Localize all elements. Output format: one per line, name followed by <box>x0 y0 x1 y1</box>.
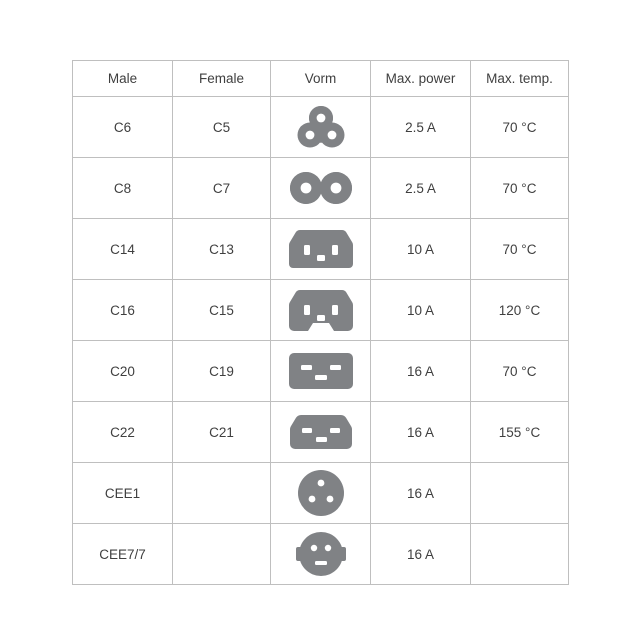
iec-c19-icon <box>271 341 370 401</box>
cell-shape <box>271 341 371 402</box>
column-header-male: Male <box>73 61 173 97</box>
table-row <box>73 524 569 585</box>
table-row <box>73 158 569 219</box>
cell-power: 16 A <box>371 463 471 524</box>
connector-table-container <box>72 60 568 575</box>
cell-female: C21 <box>173 402 271 463</box>
connector-table <box>72 60 569 585</box>
cell-shape <box>271 402 371 463</box>
cell-female: C15 <box>173 280 271 341</box>
cell-shape <box>271 97 371 158</box>
cell-female: C7 <box>173 158 271 219</box>
table-row <box>73 219 569 280</box>
cell-female <box>173 463 271 524</box>
table-header-row <box>73 61 569 97</box>
figure8-c7-icon <box>271 158 370 218</box>
cell-shape <box>271 463 371 524</box>
cell-temp <box>471 524 569 585</box>
table-row <box>73 463 569 524</box>
column-header-vorm: Vorm <box>271 61 371 97</box>
cell-power: 16 A <box>371 341 471 402</box>
cell-female: C13 <box>173 219 271 280</box>
cloverleaf-c5-icon <box>271 97 370 157</box>
cell-male: CEE7/7 <box>73 524 173 585</box>
cell-shape <box>271 219 371 280</box>
table-row <box>73 402 569 463</box>
cell-power: 10 A <box>371 280 471 341</box>
column-header-power: Max. power <box>371 61 471 97</box>
cell-male: C14 <box>73 219 173 280</box>
iec-c15-icon <box>271 280 370 340</box>
cell-power: 16 A <box>371 402 471 463</box>
table-row <box>73 97 569 158</box>
cell-male: C20 <box>73 341 173 402</box>
cell-power: 16 A <box>371 524 471 585</box>
cell-male: C16 <box>73 280 173 341</box>
iec-c21-icon <box>271 402 370 462</box>
table-body <box>73 97 569 585</box>
table-header <box>73 61 569 97</box>
cell-power: 2.5 A <box>371 97 471 158</box>
cell-temp: 120 °C <box>471 280 569 341</box>
cee1-round-icon <box>271 463 370 523</box>
cell-temp: 155 °C <box>471 402 569 463</box>
cell-male: CEE1 <box>73 463 173 524</box>
iec-c13-icon <box>271 219 370 279</box>
cell-temp: 70 °C <box>471 219 569 280</box>
cell-male: C6 <box>73 97 173 158</box>
column-header-temp: Max. temp. <box>471 61 569 97</box>
column-header-female: Female <box>173 61 271 97</box>
cell-shape <box>271 158 371 219</box>
table-row <box>73 341 569 402</box>
table-row <box>73 280 569 341</box>
cell-shape <box>271 280 371 341</box>
cell-female: C5 <box>173 97 271 158</box>
cell-power: 2.5 A <box>371 158 471 219</box>
cell-male: C8 <box>73 158 173 219</box>
cell-male: C22 <box>73 402 173 463</box>
cell-female <box>173 524 271 585</box>
cell-temp: 70 °C <box>471 341 569 402</box>
cell-shape <box>271 524 371 585</box>
cell-temp <box>471 463 569 524</box>
cee7-schuko-icon <box>271 524 370 584</box>
cell-temp: 70 °C <box>471 158 569 219</box>
cell-temp: 70 °C <box>471 97 569 158</box>
cell-female: C19 <box>173 341 271 402</box>
cell-power: 10 A <box>371 219 471 280</box>
